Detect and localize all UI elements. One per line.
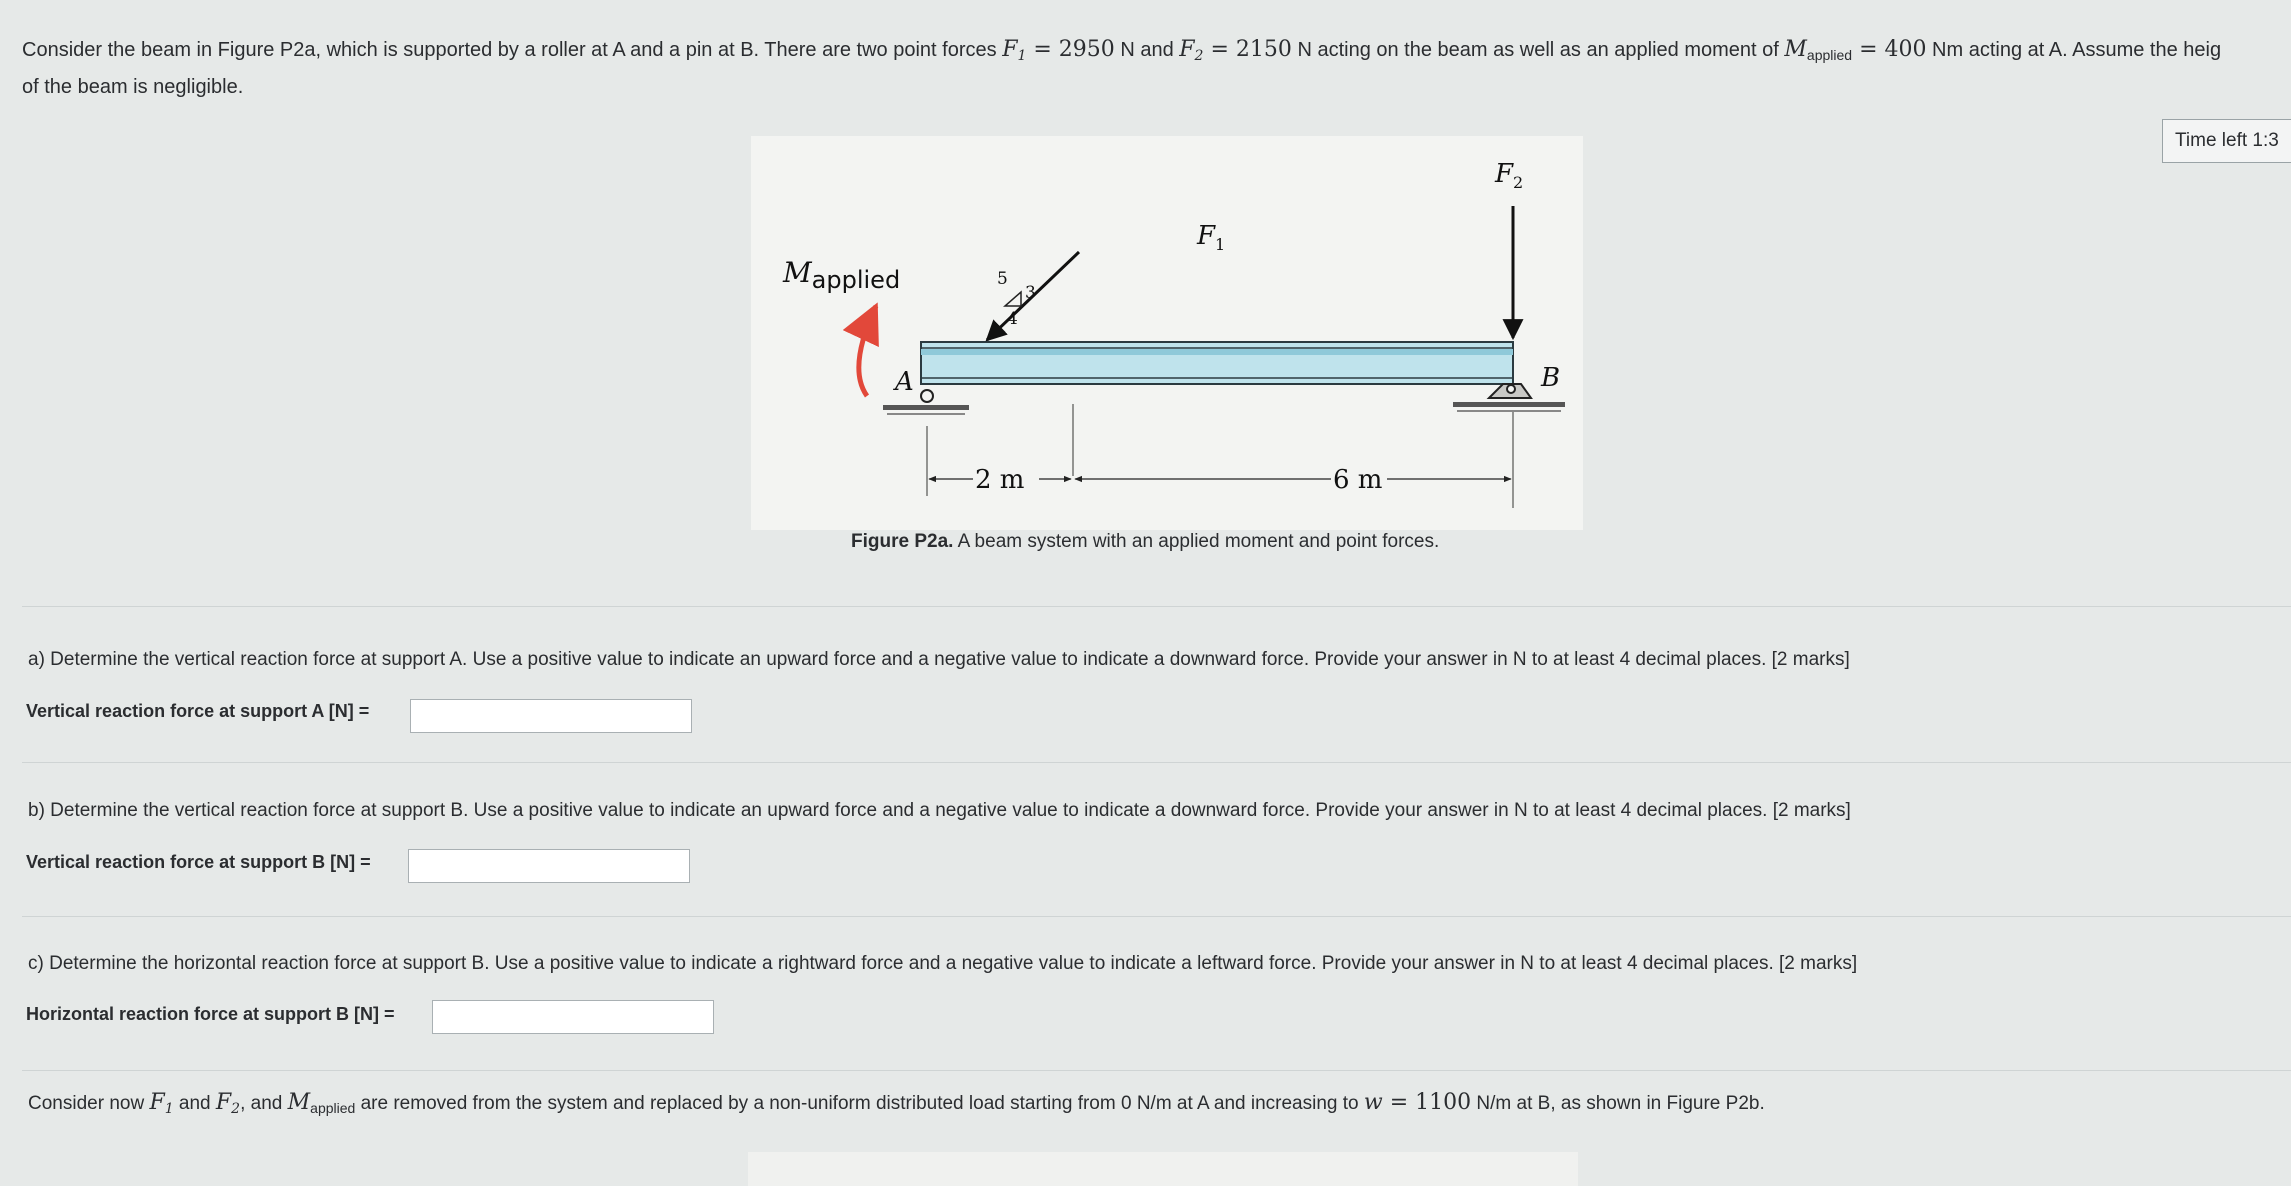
divider	[22, 606, 2291, 607]
reaction-b-vertical-input[interactable]	[408, 849, 690, 883]
problem-statement	[22, 34, 2291, 103]
reaction-b-horizontal-input[interactable]	[432, 1000, 714, 1034]
distributed-load-statement: Consider now $F_1$ and $F_2$, and $M_{applied}$ are removed from the system and replaced by a non-uniform distributed load starting from 0 N/m at A and increasing to w = 1100 N/m at B, as shown in Figure P2b.	[28, 1090, 1765, 1117]
problem-line-1: Consider the beam in Figure P2a, which is supported by a roller at A and a pin at B. There are two point forces $F_1 = 2950$ N and $F_2 = 2150$ N acting on the beam as well as an applied moment of $M_{applied} = 400$ Nm acting at A. Assume the heig	[22, 37, 2222, 64]
question-c-label: Horizontal reaction force at support B [N] =	[26, 1004, 395, 1024]
support-b-label: B	[1541, 363, 1561, 393]
figure-p2a	[751, 136, 1583, 530]
beam-diagram	[751, 136, 1583, 530]
divider	[22, 1070, 2291, 1071]
figure-caption: Figure P2a. A beam system with an applied moment and point forces.	[851, 531, 1440, 552]
slope-label-3: 3	[1025, 283, 1036, 303]
question-b-label: Vertical reaction force at support B [N] =	[26, 852, 371, 872]
moment-label: Mapplied	[783, 256, 901, 294]
support-a-label: A	[895, 367, 914, 397]
dimension-2m: 2 m	[975, 465, 1025, 495]
question-a-text: a) Determine the vertical reaction force at support A. Use a positive value to indicate an upward force and a negative value to indicate a downward force. Provide your answer in N to at least 4 decimal places. [2 marks]	[28, 649, 1850, 670]
applied-moment-arrow	[859, 306, 876, 396]
f1-label: $F_1$	[1197, 221, 1226, 254]
divider	[22, 762, 2291, 763]
reaction-a-vertical-input[interactable]	[410, 699, 692, 733]
time-left-indicator: Time left 1:3	[2162, 119, 2291, 163]
question-a-label: Vertical reaction force at support A [N] =	[26, 701, 370, 721]
figure-p2b-partial	[748, 1152, 1578, 1186]
dimension-6m: 6 m	[1333, 465, 1383, 495]
slope-triangle	[1005, 292, 1021, 306]
f2-label: $F_2$	[1495, 159, 1524, 192]
divider	[22, 916, 2291, 917]
slope-label-4: 4	[1007, 309, 1018, 329]
question-c-text: c) Determine the horizontal reaction force at support B. Use a positive value to indicate a rightward force and a negative value to indicate a leftward force. Provide your answer in N to at least 4 decimal places. [2 marks]	[28, 953, 1858, 974]
question-b-text: b) Determine the vertical reaction force at support B. Use a positive value to indicate an upward force and a negative value to indicate a downward force. Provide your answer in N to at least 4 decimal places. [2 marks]	[28, 800, 1851, 821]
slope-label-5: 5	[997, 269, 1008, 289]
problem-line-2: of the beam is negligible.	[22, 76, 244, 98]
